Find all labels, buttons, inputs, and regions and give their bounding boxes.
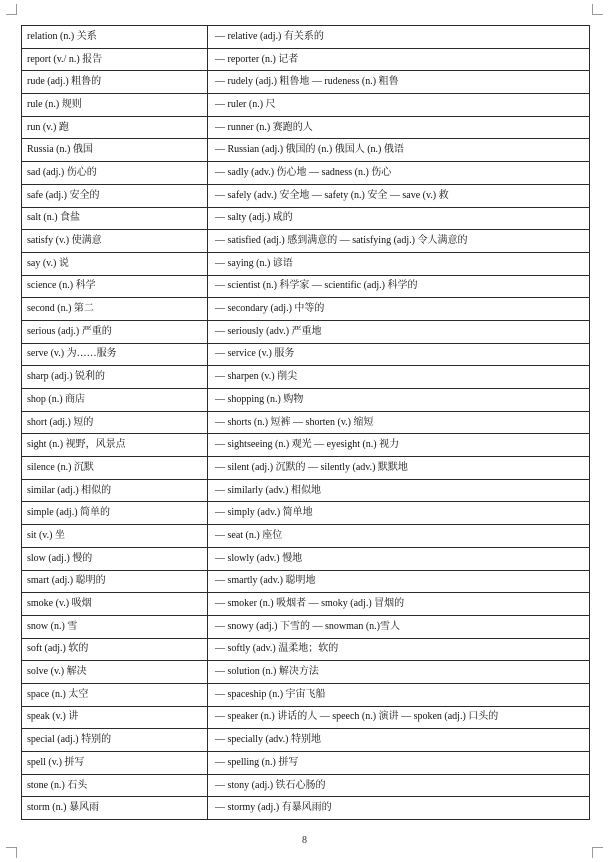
table-row (22, 94, 590, 117)
table-row (22, 752, 590, 775)
vocabulary-table-body (22, 26, 590, 820)
word-cell: silence (n.) 沉默 (22, 457, 208, 480)
derivatives-cell: — rudely (adj.) 粗鲁地 — rudeness (n.) 粗鲁 (208, 71, 590, 94)
word-cell: space (n.) 太空 (22, 683, 208, 706)
table-row (22, 207, 590, 230)
derivatives-cell: — service (v.) 服务 (208, 343, 590, 366)
table-row (22, 230, 590, 253)
crop-mark-bottom-left (6, 847, 17, 858)
word-cell: sad (adj.) 伤心的 (22, 162, 208, 185)
table-row (22, 252, 590, 275)
table-row (22, 774, 590, 797)
derivatives-cell: — sharpen (v.) 削尖 (208, 366, 590, 389)
derivatives-cell: — similarly (adv.) 相似地 (208, 479, 590, 502)
derivatives-cell: — shopping (n.) 购物 (208, 389, 590, 412)
table-row (22, 434, 590, 457)
derivatives-cell: — relative (adj.) 有关系的 (208, 26, 590, 49)
word-cell: say (v.) 说 (22, 252, 208, 275)
derivatives-cell: — satisfied (adj.) 感到满意的 — satisfying (adj.) 令人满意的 (208, 230, 590, 253)
table-row (22, 457, 590, 480)
table-row (22, 71, 590, 94)
word-cell: solve (v.) 解决 (22, 661, 208, 684)
derivatives-cell: — specially (adv.) 特别地 (208, 729, 590, 752)
derivatives-cell: — simply (adv.) 简单地 (208, 502, 590, 525)
table-row (22, 683, 590, 706)
crop-mark-top-left (6, 4, 17, 15)
table-row (22, 547, 590, 570)
table-row (22, 525, 590, 548)
table-row (22, 139, 590, 162)
word-cell: simple (adj.) 简单的 (22, 502, 208, 525)
derivatives-cell: — softly (adv.) 温柔地；软的 (208, 638, 590, 661)
derivatives-cell: — secondary (adj.) 中等的 (208, 298, 590, 321)
derivatives-cell: — salty (adj.) 咸的 (208, 207, 590, 230)
table-row (22, 275, 590, 298)
page-number: 8 (302, 835, 307, 846)
word-cell: stone (n.) 石头 (22, 774, 208, 797)
table-row (22, 411, 590, 434)
word-cell: soft (adj.) 软的 (22, 638, 208, 661)
table-row (22, 389, 590, 412)
derivatives-cell: — smartly (adv.) 聪明地 (208, 570, 590, 593)
word-cell: snow (n.) 雪 (22, 615, 208, 638)
derivatives-cell: — smoker (n.) 吸烟者 — smoky (adj.) 冒烟的 (208, 593, 590, 616)
word-cell: satisfy (v.) 使满意 (22, 230, 208, 253)
table-row (22, 593, 590, 616)
word-cell: run (v.) 跑 (22, 116, 208, 139)
table-row (22, 26, 590, 49)
derivatives-cell: — sightseeing (n.) 观光 — eyesight (n.) 视力 (208, 434, 590, 457)
table-row (22, 162, 590, 185)
word-cell: slow (adj.) 慢的 (22, 547, 208, 570)
crop-mark-bottom-right (592, 847, 603, 858)
word-cell: science (n.) 科学 (22, 275, 208, 298)
word-cell: sight (n.) 视野，风景点 (22, 434, 208, 457)
derivatives-cell: — stormy (adj.) 有暴风雨的 (208, 797, 590, 820)
word-cell: relation (n.) 关系 (22, 26, 208, 49)
word-cell: similar (adj.) 相似的 (22, 479, 208, 502)
derivatives-cell: — shorts (n.) 短裤 — shorten (v.) 缩短 (208, 411, 590, 434)
word-cell: serve (v.) 为……服务 (22, 343, 208, 366)
table-row (22, 615, 590, 638)
derivatives-cell: — Russian (adj.) 俄国的 (n.) 俄国人 (n.) 俄语 (208, 139, 590, 162)
derivatives-cell: — stony (adj.) 铁石心肠的 (208, 774, 590, 797)
table-row (22, 706, 590, 729)
word-cell: shop (n.) 商店 (22, 389, 208, 412)
derivatives-cell: — seriously (adv.) 严重地 (208, 320, 590, 343)
word-cell: safe (adj.) 安全的 (22, 184, 208, 207)
derivatives-cell: — speaker (n.) 讲话的人 — speech (n.) 演讲 — spoken (adj.) 口头的 (208, 706, 590, 729)
derivatives-cell: — snowy (adj.) 下雪的 — snowman (n.)雪人 (208, 615, 590, 638)
word-cell: spell (v.) 拼写 (22, 752, 208, 775)
word-cell: special (adj.) 特别的 (22, 729, 208, 752)
word-cell: storm (n.) 暴风雨 (22, 797, 208, 820)
derivatives-cell: — scientist (n.) 科学家 — scientific (adj.) 科学的 (208, 275, 590, 298)
table-row (22, 343, 590, 366)
table-row (22, 570, 590, 593)
word-cell: sharp (adj.) 锐利的 (22, 366, 208, 389)
table-row (22, 298, 590, 321)
derivatives-cell: — spelling (n.) 拼写 (208, 752, 590, 775)
table-row (22, 184, 590, 207)
derivatives-cell: — spaceship (n.) 宇宙飞船 (208, 683, 590, 706)
derivatives-cell: — seat (n.) 座位 (208, 525, 590, 548)
word-cell: smart (adj.) 聪明的 (22, 570, 208, 593)
word-cell: Russia (n.) 俄国 (22, 139, 208, 162)
word-cell: short (adj.) 短的 (22, 411, 208, 434)
table-row (22, 479, 590, 502)
table-row (22, 48, 590, 71)
word-cell: salt (n.) 食盐 (22, 207, 208, 230)
crop-mark-top-right (592, 4, 603, 15)
table-row (22, 661, 590, 684)
table-row (22, 320, 590, 343)
word-cell: report (v./ n.) 报告 (22, 48, 208, 71)
word-cell: rude (adj.) 粗鲁的 (22, 71, 208, 94)
derivatives-cell: — ruler (n.) 尺 (208, 94, 590, 117)
word-cell: second (n.) 第二 (22, 298, 208, 321)
derivatives-cell: — solution (n.) 解决方法 (208, 661, 590, 684)
vocabulary-table (21, 25, 590, 820)
table-row (22, 366, 590, 389)
table-row (22, 502, 590, 525)
word-cell: speak (v.) 讲 (22, 706, 208, 729)
derivatives-cell: — slowly (adv.) 慢地 (208, 547, 590, 570)
derivatives-cell: — saying (n.) 谚语 (208, 252, 590, 275)
table-row (22, 729, 590, 752)
derivatives-cell: — runner (n.) 赛跑的人 (208, 116, 590, 139)
word-cell: rule (n.) 规则 (22, 94, 208, 117)
table-row (22, 116, 590, 139)
word-cell: serious (adj.) 严重的 (22, 320, 208, 343)
derivatives-cell: — reporter (n.) 记者 (208, 48, 590, 71)
derivatives-cell: — silent (adj.) 沉默的 — silently (adv.) 默默地 (208, 457, 590, 480)
derivatives-cell: — sadly (adv.) 伤心地 — sadness (n.) 伤心 (208, 162, 590, 185)
table-row (22, 638, 590, 661)
derivatives-cell: — safely (adv.) 安全地 — safety (n.) 安全 — save (v.) 救 (208, 184, 590, 207)
word-cell: sit (v.) 坐 (22, 525, 208, 548)
table-row (22, 797, 590, 820)
word-cell: smoke (v.) 吸烟 (22, 593, 208, 616)
